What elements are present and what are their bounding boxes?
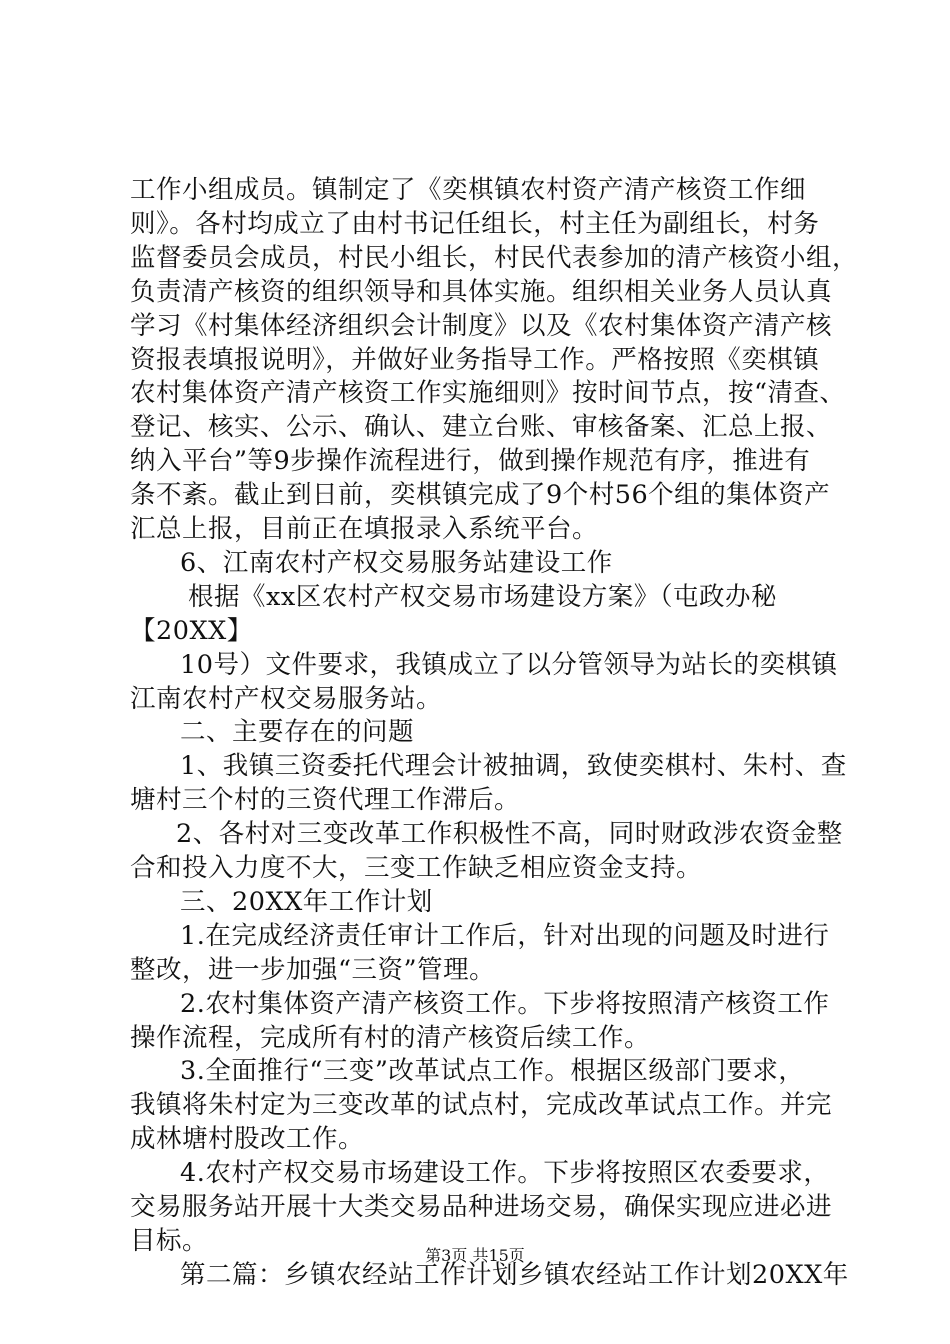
- paragraph-line: 汇总上报，目前正在填报录入系统平台。: [130, 514, 599, 544]
- paragraph-line: 江南农村产权交易服务站。: [130, 683, 443, 714]
- paragraph-line: 【20XX】: [130, 615, 253, 646]
- paragraph-line: 我镇将朱村定为三变改革的试点村，完成改革试点工作。并完: [130, 1090, 833, 1121]
- paragraph-line: 根据《xx区农村产权交易市场建设方案》（屯政办秘: [188, 581, 778, 612]
- paragraph-line: 交易服务站开展十大类交易品种进场交易，确保实现应进必进: [130, 1192, 833, 1222]
- paragraph-line: 资报表填报说明》，并做好业务指导工作。严格按照《奕棋镇: [130, 344, 820, 375]
- paragraph-line: 纳入平台”等9步操作流程进行，做到操作规范有序，推进有: [130, 446, 811, 477]
- paragraph-line: 1、我镇三资委托代理会计被抽调，致使奕棋村、朱村、查: [180, 751, 847, 782]
- paragraph-line: 工作小组成员。镇制定了《奕棋镇农村资产清产核资工作细: [130, 175, 807, 205]
- paragraph-line: 监督委员会成员，村民小组长，村民代表参加的清产核资小组，: [130, 242, 859, 273]
- paragraph-line: 负责清产核资的组织领导和具体实施。组织相关业务人员认真: [130, 276, 833, 307]
- section-heading: 6、江南农村产权交易服务站建设工作: [180, 547, 613, 578]
- section-heading: 二、主要存在的问题: [180, 717, 415, 748]
- page-footer: 第3页 共15页: [425, 1246, 525, 1265]
- paragraph-line: 则》。各村均成立了由村书记任组长，村主任为副组长，村务: [130, 208, 820, 239]
- paragraph-line: 操作流程，完成所有村的清产核资后续工作。: [130, 1022, 651, 1053]
- paragraph-line: 整改，进一步加强“三资”管理。: [130, 954, 496, 985]
- paragraph-line: 目标。: [130, 1225, 209, 1256]
- paragraph-line: 农村集体资产清产核资工作实施细则》按时间节点，按“清查、: [130, 378, 846, 409]
- paragraph-line: 10号）文件要求，我镇成立了以分管领导为站长的奕棋镇: [180, 649, 838, 680]
- paragraph-line: 2、各村对三变改革工作积极性不高，同时财政涉农资金整: [176, 819, 843, 850]
- paragraph-line: 1.在完成经济责任审计工作后，针对出现的问题及时进行: [180, 920, 830, 951]
- paragraph-line: 学习《村集体经济组织会计制度》以及《农村集体资产清产核: [130, 310, 833, 341]
- section-heading: 三、20XX年工作计划: [180, 886, 433, 917]
- paragraph-line: 成林塘村股改工作。: [130, 1124, 365, 1155]
- paragraph-line: 塘村三个村的三资代理工作滞后。: [130, 785, 521, 816]
- paragraph-line: 条不紊。截止到日前，奕棋镇完成了9个村56个组的集体资产: [130, 480, 831, 511]
- paragraph-line: 合和投入力度不大，三变工作缺乏相应资金支持。: [130, 853, 703, 883]
- paragraph-line: 4.农村产权交易市场建设工作。下步将按照区农委要求，: [180, 1158, 830, 1189]
- paragraph-line: 登记、核实、公示、确认、建立台账、审核备案、汇总上报、: [130, 412, 833, 443]
- paragraph-line: 2.农村集体资产清产核资工作。下步将按照清产核资工作: [180, 988, 830, 1019]
- section-heading: 第二篇：乡镇农经站工作计划乡镇农经站工作计划20XX年: [180, 1259, 849, 1290]
- paragraph-line: 3.全面推行“三变”改革试点工作。根据区级部门要求，: [180, 1056, 805, 1087]
